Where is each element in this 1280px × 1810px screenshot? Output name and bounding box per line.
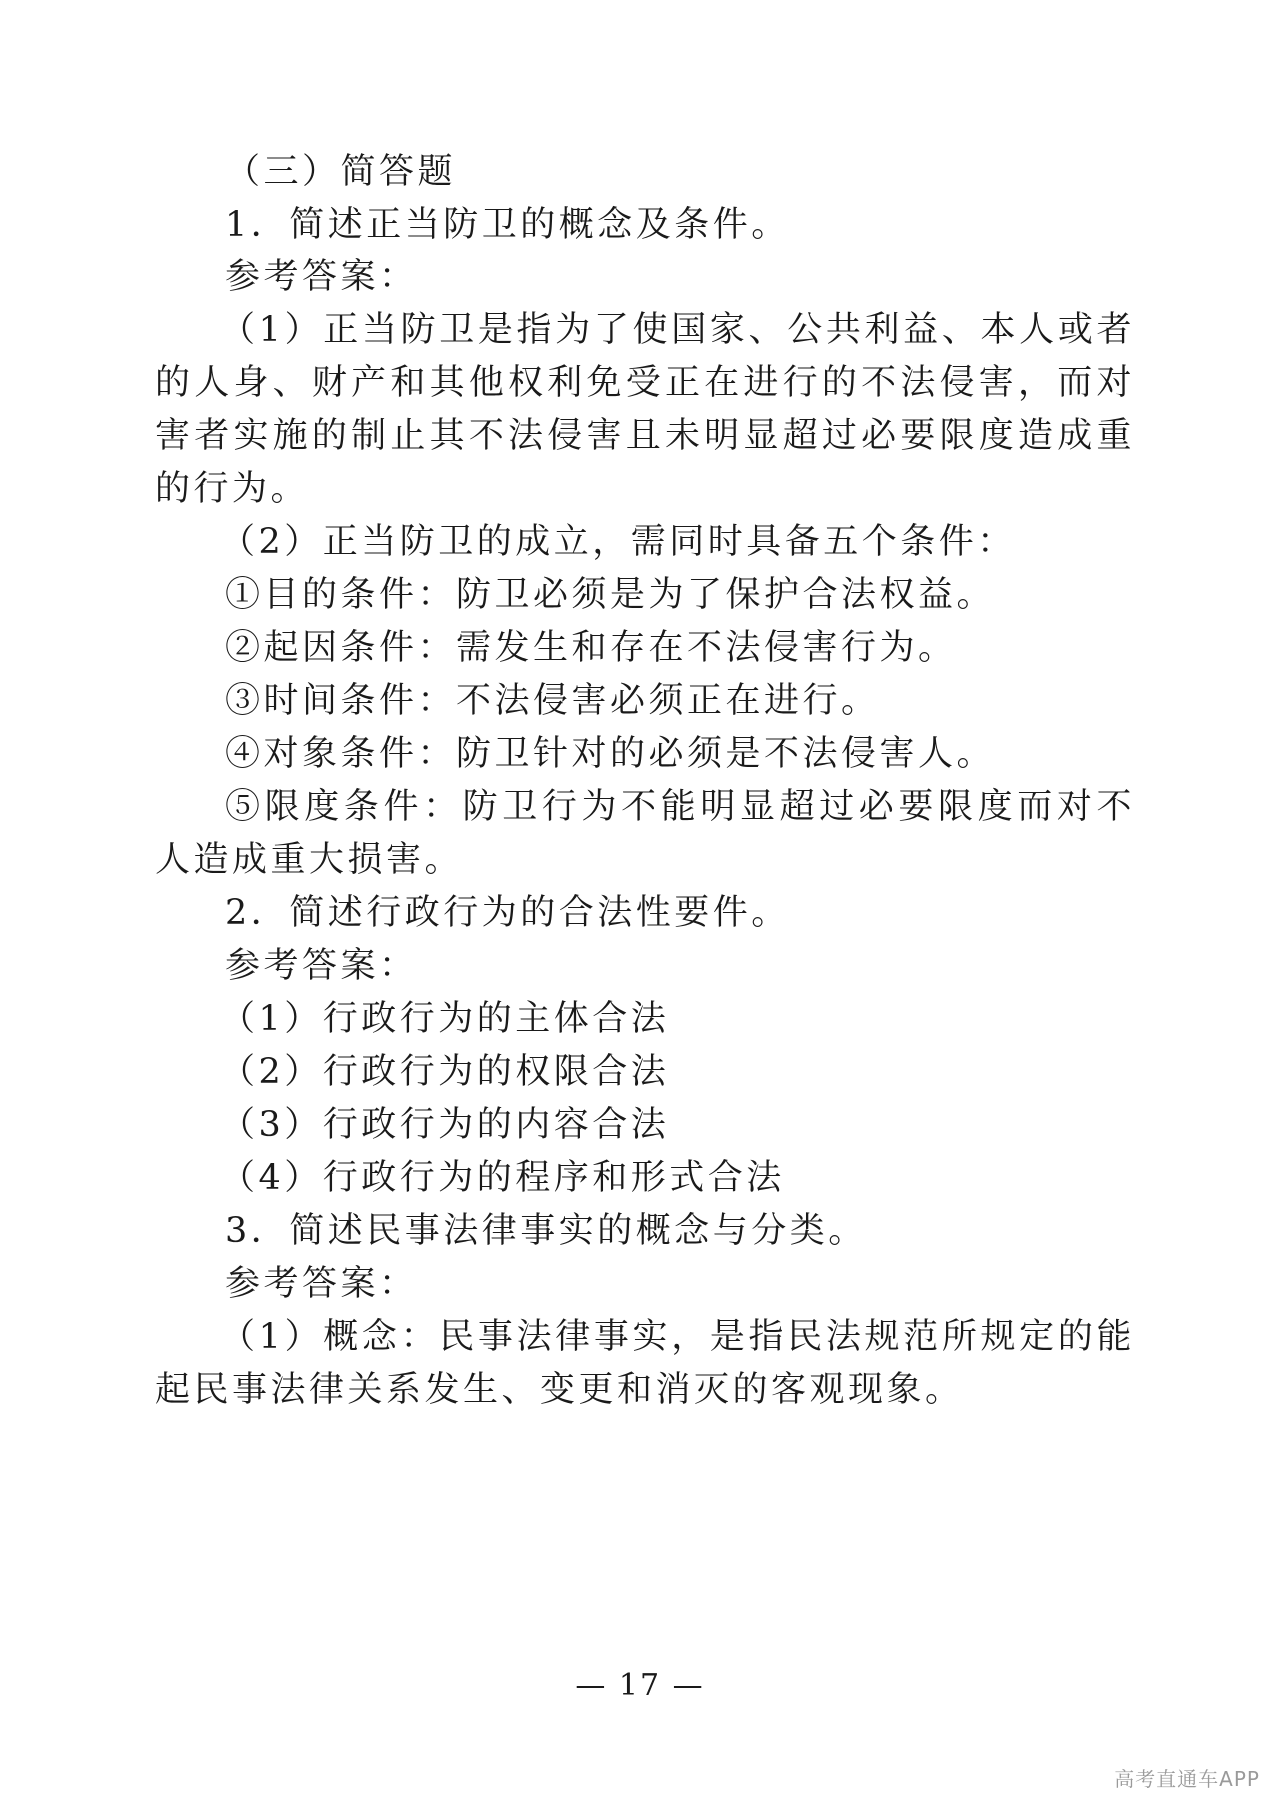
paragraph-line: 起民事法律关系发生、变更和消灭的客观现象。 [155,1370,964,1410]
condition-item: ①目的条件：防卫必须是为了保护合法权益。 [225,575,996,615]
question-1: 1．简述正当防卫的概念及条件。 [225,205,790,245]
condition-item: ⑤限度条件：防卫行为不能明显超过必要限度而对不 [225,787,1135,827]
answer-label: 参考答案： [225,1264,418,1304]
answer-item: （3）行政行为的内容合法 [220,1105,670,1145]
question-3: 3．简述民事法律事实的概念与分类。 [225,1211,867,1251]
section-heading: （三）简答题 [225,152,457,192]
paragraph-line: （2）正当防卫的成立，需同时具备五个条件： [220,522,1016,562]
page-number: — 17 — [575,1668,705,1703]
answer-item: （2）行政行为的权限合法 [220,1052,670,1092]
watermark: 高考直通车APP [1114,1767,1260,1791]
paragraph-line: 害者实施的制止其不法侵害且未明显超过必要限度造成重 [155,416,1135,456]
answer-label: 参考答案： [225,946,418,986]
paragraph-line: 的行为。 [155,469,310,509]
condition-item: ④对象条件：防卫针对的必须是不法侵害人。 [225,734,996,774]
paragraph-line: （1）概念：民事法律事实，是指民法规范所规定的能 [220,1317,1135,1357]
condition-item: ②起因条件：需发生和存在不法侵害行为。 [225,628,957,668]
answer-label: 参考答案： [225,257,418,297]
paragraph-line: （1）正当防卫是指为了使国家、公共利益、本人或者 [220,310,1135,350]
question-2: 2．简述行政行为的合法性要件。 [225,893,790,933]
answer-item: （4）行政行为的程序和形式合法 [220,1158,785,1198]
answer-item: （1）行政行为的主体合法 [220,999,670,1039]
paragraph-line: 的人身、财产和其他权利免受正在进行的不法侵害，而对 [155,363,1135,403]
condition-item: ③时间条件：不法侵害必须正在进行。 [225,681,880,721]
paragraph-line: 人造成重大损害。 [155,840,464,880]
